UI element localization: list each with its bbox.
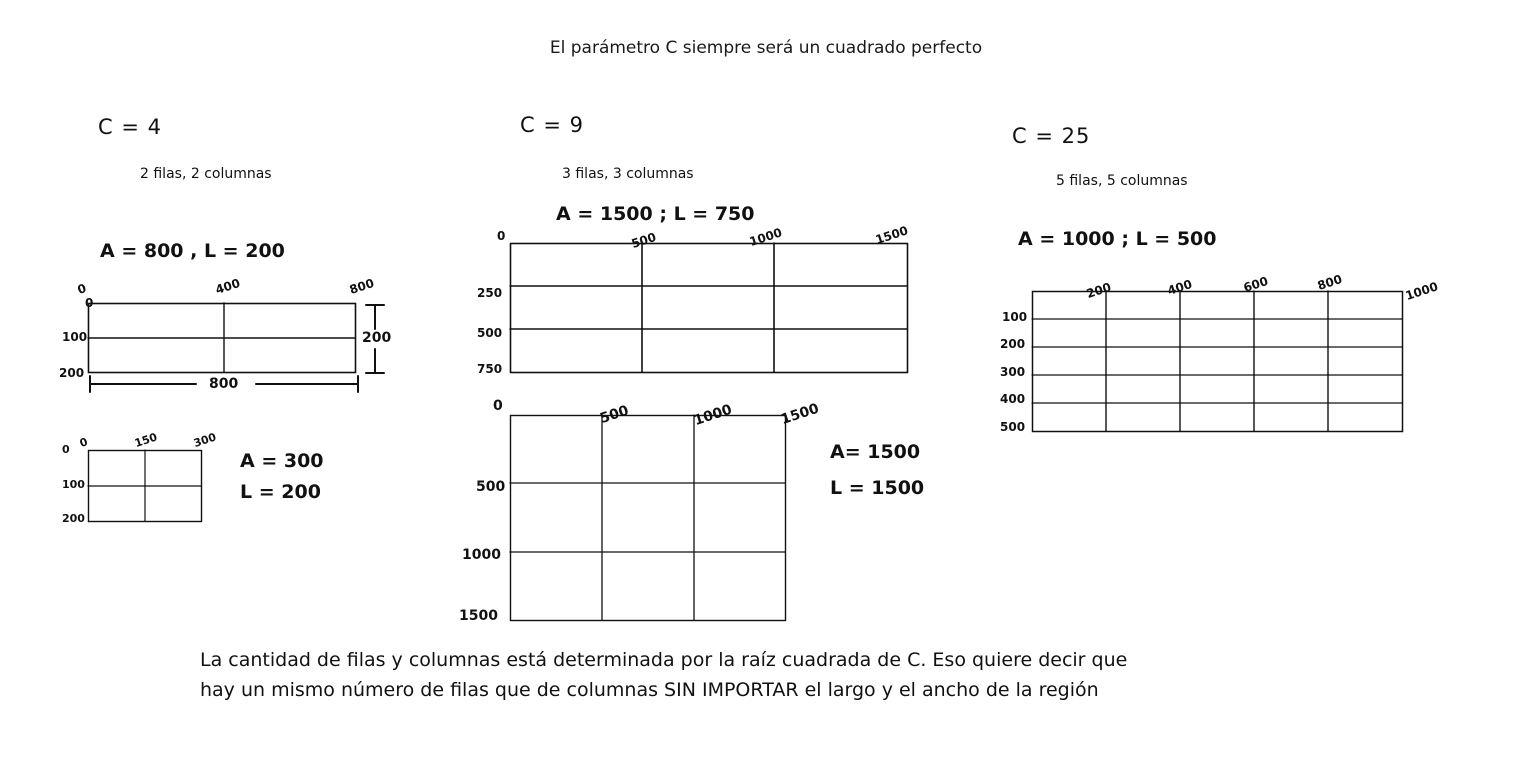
height-annotation-c4-1: 200	[362, 330, 392, 346]
y-tick-c9-2-3: 1500	[459, 608, 498, 624]
y-tick-c4-2-0: 0	[62, 443, 70, 456]
y-tick-c9-2-1: 500	[476, 479, 506, 495]
x-tick-c4-2-0: 0	[77, 435, 90, 450]
y-tick-c4-2-1: 100	[62, 478, 85, 491]
y-tick-c4-1-1: 100	[62, 330, 88, 344]
column-header-c25: C = 25	[1012, 124, 1091, 148]
x-tick-c9-2-0: 0	[493, 398, 503, 414]
column-subtitle-c9: 3 filas, 3 columnas	[562, 166, 694, 182]
y-tick-c25-4: 500	[1000, 420, 1026, 434]
footer-line-2: hay un mismo número de filas que de columnas SIN IMPORTAR el largo y el ancho de la región	[200, 679, 1099, 701]
x-tick-c9-2-2: 1000	[692, 401, 735, 429]
grid-c9-2	[510, 415, 786, 621]
width-annotation-c4-1: 800	[209, 376, 239, 392]
y-tick-c25-1: 200	[1000, 337, 1026, 351]
grid-dims-label-c4-1: A = 800 , L = 200	[100, 240, 285, 262]
column-header-c4: C = 4	[98, 115, 162, 139]
y-tick-c9-2-2: 1000	[462, 547, 501, 563]
x-tick-c4-1-2: 800	[347, 275, 376, 297]
x-tick-c9-2-1: 500	[598, 402, 631, 427]
page-title: El parámetro C siempre será un cuadrado perfecto	[549, 38, 983, 58]
column-header-c9: C = 9	[520, 113, 584, 137]
side-label-l-c9-2: L = 1500	[830, 477, 925, 499]
grid-c25-1	[1032, 291, 1403, 432]
grid-c9-1	[510, 243, 908, 373]
x-tick-c9-1-3: 1500	[873, 223, 910, 247]
y-tick-c25-3: 400	[1000, 392, 1026, 406]
x-tick-c4-2-2: 300	[191, 430, 218, 450]
grid-dims-label-c9-1: A = 1500 ; L = 750	[556, 203, 755, 225]
x-tick-c25-0: 200	[1084, 279, 1113, 301]
y-tick-c25-2: 300	[1000, 365, 1026, 379]
y-tick-c9-1-1: 250	[477, 286, 503, 300]
y-tick-c4-1-0: 0	[85, 296, 94, 310]
y-tick-c4-1-2: 200	[59, 366, 85, 380]
y-tick-c9-1-3: 750	[477, 362, 503, 376]
grid-c4-2	[88, 450, 202, 522]
x-tick-c4-1-0: 0	[75, 281, 88, 297]
grid-dims-label-c25-1: A = 1000 ; L = 500	[1018, 228, 1217, 250]
side-label-a-c4-2: A = 300	[240, 450, 324, 472]
side-label-a-c9-2: A= 1500	[830, 441, 921, 463]
x-tick-c9-2-3: 1500	[779, 400, 822, 428]
column-subtitle-c25: 5 filas, 5 columnas	[1056, 173, 1188, 189]
x-tick-c25-4: 1000	[1403, 279, 1440, 303]
x-tick-c9-1-0: 0	[497, 229, 506, 243]
x-tick-c25-1: 400	[1165, 276, 1194, 298]
x-tick-c25-2: 600	[1241, 273, 1270, 295]
y-tick-c25-0: 100	[1002, 310, 1028, 324]
column-subtitle-c4: 2 filas, 2 columnas	[140, 166, 272, 182]
grid-c4-1	[88, 303, 356, 373]
side-label-l-c4-2: L = 200	[240, 481, 321, 503]
y-tick-c4-2-2: 200	[62, 512, 85, 525]
x-tick-c4-1-1: 400	[213, 275, 242, 297]
x-tick-c9-1-2: 1000	[747, 225, 784, 249]
x-tick-c4-2-1: 150	[132, 430, 159, 450]
footer-line-1: La cantidad de filas y columnas está determinada por la raíz cuadrada de C. Eso quiere decir que	[200, 649, 1128, 671]
footer-note	[200, 645, 1320, 705]
y-tick-c9-1-2: 500	[477, 326, 503, 340]
x-tick-c9-1-1: 500	[629, 229, 658, 251]
x-tick-c25-3: 800	[1315, 271, 1344, 293]
